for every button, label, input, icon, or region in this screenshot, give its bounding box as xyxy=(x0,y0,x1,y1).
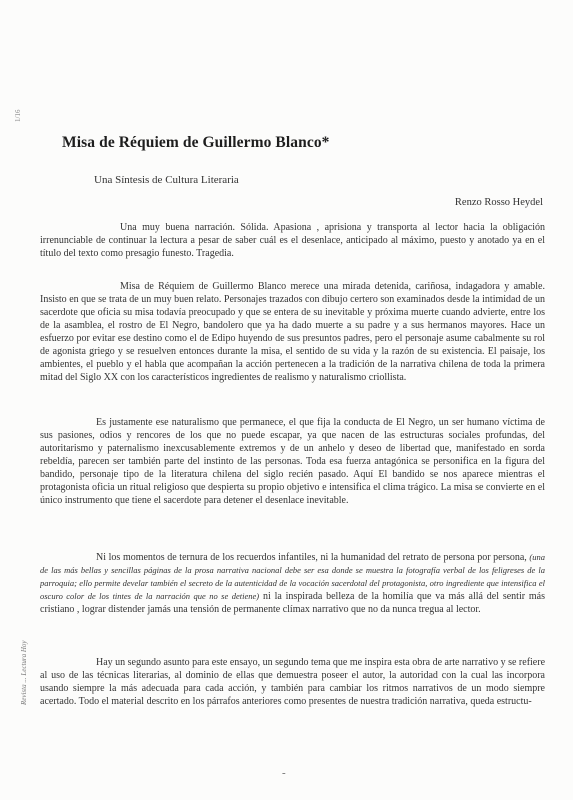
paragraph-5 xyxy=(40,656,545,734)
paragraph-3-text: Es justamente ese naturalismo que permanece, el que fija la conducta de El Negro, un ser humano víctima de sus pasiones, odios y rencores de los que no puede escapar, ya que nacen de las estructuras sociales profundas, del autoritarismo y paternalismo inexcusablemente extremos y de un anhelo y deseo de libertad que, manifestado en sorda rebeldía, parecen ser también parte del instinto de las personas. Toda esa fuerza antagónica se personifica en la figura del bandido, personaje tipo de la literatura chilena del siglo recién pasado. Aquí El bandido se nos aparece mientras el protagonista oficia un ritual religioso que despierta su propio objetivo e intensifica el clima trágico. La misa se convierte en el único instrumento que tiene el sacerdote para detener el desenlace inevitable. xyxy=(40,417,545,506)
page-title: Misa de Réquiem de Guillermo Blanco* xyxy=(62,134,330,151)
author-name: Renzo Rosso Heydel xyxy=(454,197,543,208)
paragraph-2-text: Misa de Réquiem de Guillermo Blanco merece una mirada detenida, cariñosa, indagadora y amable. Insisto en que se trata de un muy buen relato. Personajes trazados con dibujo certero son examinados desde la intimidad de un sacerdote que oficia su misa todavía preocupado y que se entera de su inevitable y próxima muerte cuando advierte, entre los de la asamblea, el rostro de El Negro, bandolero que ya ha dado muerte a su padre y a sus hermanos mayores. Hace un esfuerzo por evitar ese destino como el de Edipo huyendo de sus presuntos padres, pero el personaje asume cabalmente su rol de agonista griego y se resuelven entonces durante la misa, el sentido de su vida y la razón de su existencia. El paisaje, los ambientes, el pueblo y el habla que acompañan la acción pertenecen a la tradición de la narrativa chilena de toda la primera mitad del Siglo XX con los característicos ingredientes de realismo y naturalismo criollista. xyxy=(40,281,545,383)
paragraph-4-inline-note: (una de las más bellas y sencillas páginas de la prosa narrativa nacional debe ser esa donde se muestra la fotografía verbal de los feligreses de la parroquia; ello permite develar también el secreto de la autenticidad de la vocación sacerdotal del protagonista, otro ingrediente que intensifica el oscuro color de los tintes de la narración que no se detiene) xyxy=(40,552,545,601)
paragraph-5-text: Hay un segundo asunto para este ensayo, un segundo tema que me inspira esta obra de arte narrativo y se refiere al uso de las técnicas literarias, al dominio de ellas que demuestra poseer el autor, la autoridad con la cual las incorpora usando siempre la más adecuada para cada acción, y también para cambiar los ritmos narrativos de un modo siempre acertado. Todo el material descrito en los párrafos anteriores como presentes de nuestra tradición narrativa, queda estructu- xyxy=(40,657,545,707)
paragraph-3 xyxy=(40,416,545,536)
margin-mark: 1/16 xyxy=(14,109,22,122)
paragraph-4-text-b: ni la inspirada belleza de la homilía que va más allá del sentir más cristiano , lograr distender jamás una tensión de permanente clímax narrativo que no da nunca tregua al lector. xyxy=(40,591,545,615)
paragraph-2 xyxy=(40,280,545,400)
bottom-mark: - xyxy=(282,767,286,779)
side-note: Revista ... Lectura Hoy xyxy=(20,640,28,705)
paragraph-1-text: Una muy buena narración. Sólida. Apasiona , aprisiona y transporta al lector hacia la obligación irrenunciable de continuar la lectura a pesar de saber cuál es el desenlace, anticipado al máximo, puesto y anotado ya en el título del texto como presagio funesto. Tragedia. xyxy=(40,222,545,259)
paragraph-4-text-a: Ni los momentos de ternura de los recuerdos infantiles, ni la humanidad del retrato de persona por persona, xyxy=(96,552,527,563)
page-subtitle: Una Síntesis de Cultura Literaria xyxy=(94,174,239,186)
paragraph-4 xyxy=(40,551,545,643)
paragraph-1 xyxy=(40,221,545,274)
